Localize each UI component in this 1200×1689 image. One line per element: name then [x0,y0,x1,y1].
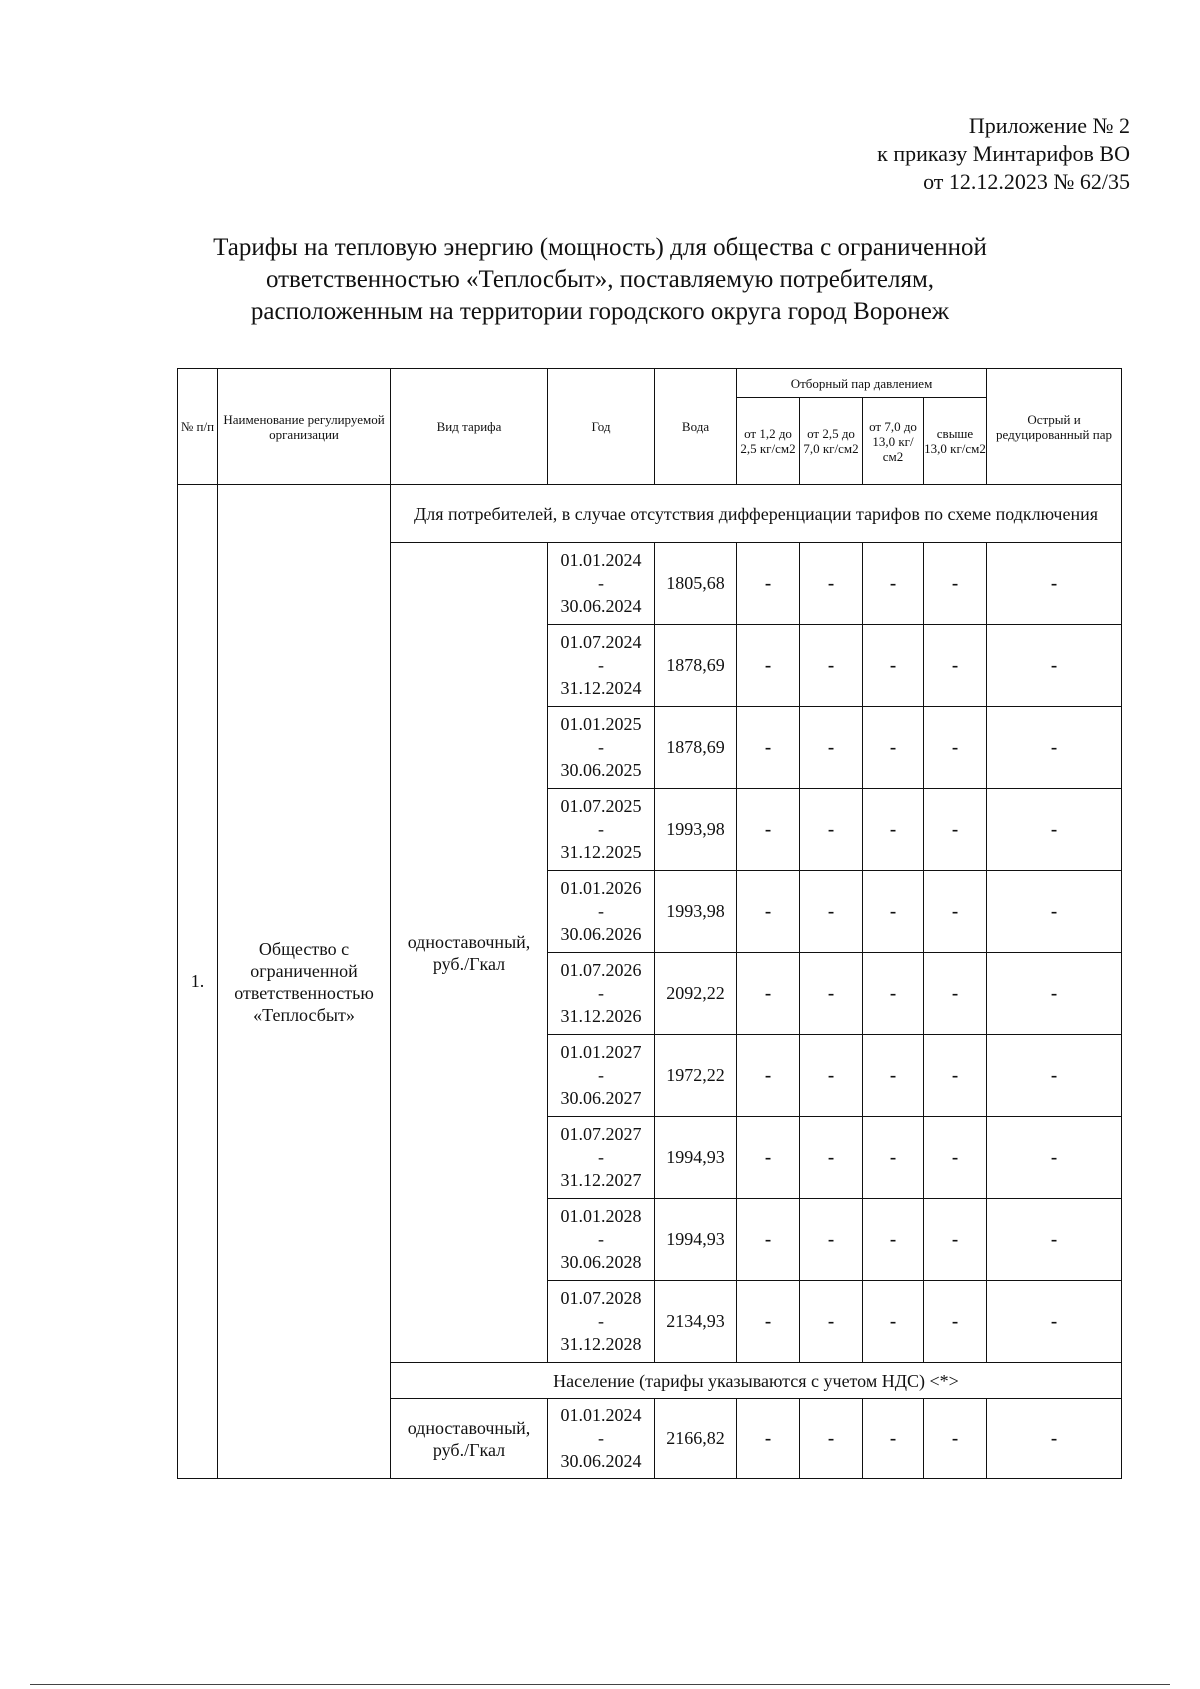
period-cell [548,1117,655,1199]
steam-tariff-value: - [924,1035,987,1117]
steam-tariff-value: - [737,1281,800,1363]
steam-tariff-value: - [737,625,800,707]
water-tariff-value: 2166,82 [655,1399,737,1479]
steam-tariff-value: - [924,625,987,707]
header-steam-group: Отборный пар давлением [737,369,987,398]
title-line-3: расположенным на территории городского округа город Воронеж [250,298,950,325]
steam-tariff-value: - [863,789,924,871]
period-to: 30.06.2024 [560,596,642,616]
appendix-line-1: Приложение № 2 [968,113,1130,138]
period-sep: - [598,1311,604,1331]
organization-name: Общество с ограниченной ответственностью «Теплосбыт» [218,485,391,1479]
steam-tariff-value: - [863,1035,924,1117]
steam-tariff-value: - [800,1035,863,1117]
period-cell [548,707,655,789]
steam-tariff-value: - [924,707,987,789]
header-row-1 [178,369,1122,398]
water-tariff-value: 1878,69 [655,707,737,789]
title-line-1: Тарифы на тепловую энергию (мощность) для общества с ограниченной [213,234,987,261]
sharp-steam-tariff-value: - [987,1035,1122,1117]
period-from: 01.01.2024 [560,1405,642,1425]
header-steam-3: от 7,0 до 13,0 кг/см2 [863,398,924,485]
water-tariff-value: 1993,98 [655,871,737,953]
header-year: Год [548,369,655,485]
bottom-divider [30,1684,1170,1685]
steam-tariff-value: - [800,1281,863,1363]
period-sep: - [598,983,604,1003]
period-from: 01.01.2027 [560,1042,642,1062]
period-cell [548,953,655,1035]
period-cell [548,1281,655,1363]
period-to: 30.06.2026 [560,924,642,944]
period-to: 30.06.2027 [560,1088,642,1108]
header-num: № п/п [178,369,218,485]
period-from: 01.01.2024 [560,550,642,570]
steam-tariff-value: - [924,1399,987,1479]
steam-tariff-value: - [800,625,863,707]
section-title-consumers: Для потребителей, в случае отсутствия дифференциации тарифов по схеме подключения [391,485,1122,543]
period-to: 30.06.2025 [560,760,642,780]
steam-tariff-value: - [800,1199,863,1281]
period-sep: - [598,819,604,839]
period-from: 01.07.2027 [560,1124,642,1144]
steam-tariff-value: - [924,543,987,625]
steam-tariff-value: - [737,953,800,1035]
header-steam-4: свыше 13,0 кг/см2 [924,398,987,485]
period-sep: - [598,901,604,921]
appendix-header [877,112,1130,196]
period-to: 31.12.2028 [560,1334,642,1354]
period-to: 30.06.2028 [560,1252,642,1272]
period-from: 01.07.2024 [560,632,642,652]
water-tariff-value: 1994,93 [655,1199,737,1281]
steam-tariff-value: - [863,1199,924,1281]
period-sep: - [598,573,604,593]
steam-tariff-value: - [800,871,863,953]
tariff-type: одноставочный, руб./Гкал [391,543,548,1363]
period-to: 31.12.2026 [560,1006,642,1026]
steam-tariff-value: - [800,1399,863,1479]
document-title [120,232,1080,328]
tariff-type: одноставочный, руб./Гкал [391,1399,548,1479]
appendix-line-3: от 12.12.2023 № 62/35 [923,169,1130,194]
tariff-table [177,368,1122,1479]
period-sep: - [598,1065,604,1085]
steam-tariff-value: - [737,1035,800,1117]
steam-tariff-value: - [800,543,863,625]
sharp-steam-tariff-value: - [987,543,1122,625]
sharp-steam-tariff-value: - [987,1117,1122,1199]
steam-tariff-value: - [924,1117,987,1199]
sharp-steam-tariff-value: - [987,1281,1122,1363]
steam-tariff-value: - [737,1399,800,1479]
steam-tariff-value: - [863,707,924,789]
sharp-steam-tariff-value: - [987,1399,1122,1479]
steam-tariff-value: - [737,543,800,625]
steam-tariff-value: - [737,871,800,953]
steam-tariff-value: - [863,1281,924,1363]
steam-tariff-value: - [863,871,924,953]
sharp-steam-tariff-value: - [987,953,1122,1035]
steam-tariff-value: - [924,1281,987,1363]
period-cell [548,543,655,625]
period-sep: - [598,1147,604,1167]
sharp-steam-tariff-value: - [987,625,1122,707]
water-tariff-value: 1993,98 [655,789,737,871]
water-tariff-value: 2134,93 [655,1281,737,1363]
header-steam-1: от 1,2 до 2,5 кг/см2 [737,398,800,485]
period-from: 01.01.2028 [560,1206,642,1226]
steam-tariff-value: - [863,1117,924,1199]
steam-tariff-value: - [924,789,987,871]
period-to: 31.12.2027 [560,1170,642,1190]
period-cell [548,1035,655,1117]
steam-tariff-value: - [800,789,863,871]
period-cell [548,1199,655,1281]
sharp-steam-tariff-value: - [987,871,1122,953]
water-tariff-value: 1805,68 [655,543,737,625]
period-from: 01.07.2028 [560,1288,642,1308]
title-line-2: ответственностью «Теплосбыт», поставляемую потребителям, [265,266,935,293]
sharp-steam-tariff-value: - [987,1199,1122,1281]
steam-tariff-value: - [924,953,987,1035]
period-cell [548,789,655,871]
period-to: 31.12.2024 [560,678,642,698]
period-to: 30.06.2024 [560,1451,642,1471]
period-sep: - [598,655,604,675]
steam-tariff-value: - [800,953,863,1035]
header-steam-2: от 2,5 до 7,0 кг/см2 [800,398,863,485]
period-cell [548,625,655,707]
period-from: 01.07.2025 [560,796,642,816]
steam-tariff-value: - [737,789,800,871]
header-org: Наименование регулируемой организации [218,369,391,485]
period-to: 31.12.2025 [560,842,642,862]
steam-tariff-value: - [737,1117,800,1199]
section-row [178,485,1122,543]
sharp-steam-tariff-value: - [987,707,1122,789]
sharp-steam-tariff-value: - [987,789,1122,871]
water-tariff-value: 1878,69 [655,625,737,707]
period-from: 01.07.2026 [560,960,642,980]
period-sep: - [598,1428,604,1448]
steam-tariff-value: - [863,543,924,625]
period-from: 01.01.2026 [560,878,642,898]
period-cell [548,871,655,953]
period-sep: - [598,1229,604,1249]
steam-tariff-value: - [924,871,987,953]
header-type: Вид тарифа [391,369,548,485]
steam-tariff-value: - [924,1199,987,1281]
steam-tariff-value: - [800,1117,863,1199]
steam-tariff-value: - [863,625,924,707]
steam-tariff-value: - [737,1199,800,1281]
steam-tariff-value: - [863,953,924,1035]
section-title-population: Население (тарифы указываются с учетом НДС) <*> [391,1363,1122,1399]
period-cell [548,1399,655,1479]
row-number: 1. [178,485,218,1479]
appendix-line-2: к приказу Минтарифов ВО [877,141,1130,166]
water-tariff-value: 1972,22 [655,1035,737,1117]
water-tariff-value: 2092,22 [655,953,737,1035]
steam-tariff-value: - [737,707,800,789]
water-tariff-value: 1994,93 [655,1117,737,1199]
period-sep: - [598,737,604,757]
header-water: Вода [655,369,737,485]
header-sharp-steam: Острый и редуцированный пар [987,369,1122,485]
steam-tariff-value: - [800,707,863,789]
steam-tariff-value: - [863,1399,924,1479]
period-from: 01.01.2025 [560,714,642,734]
